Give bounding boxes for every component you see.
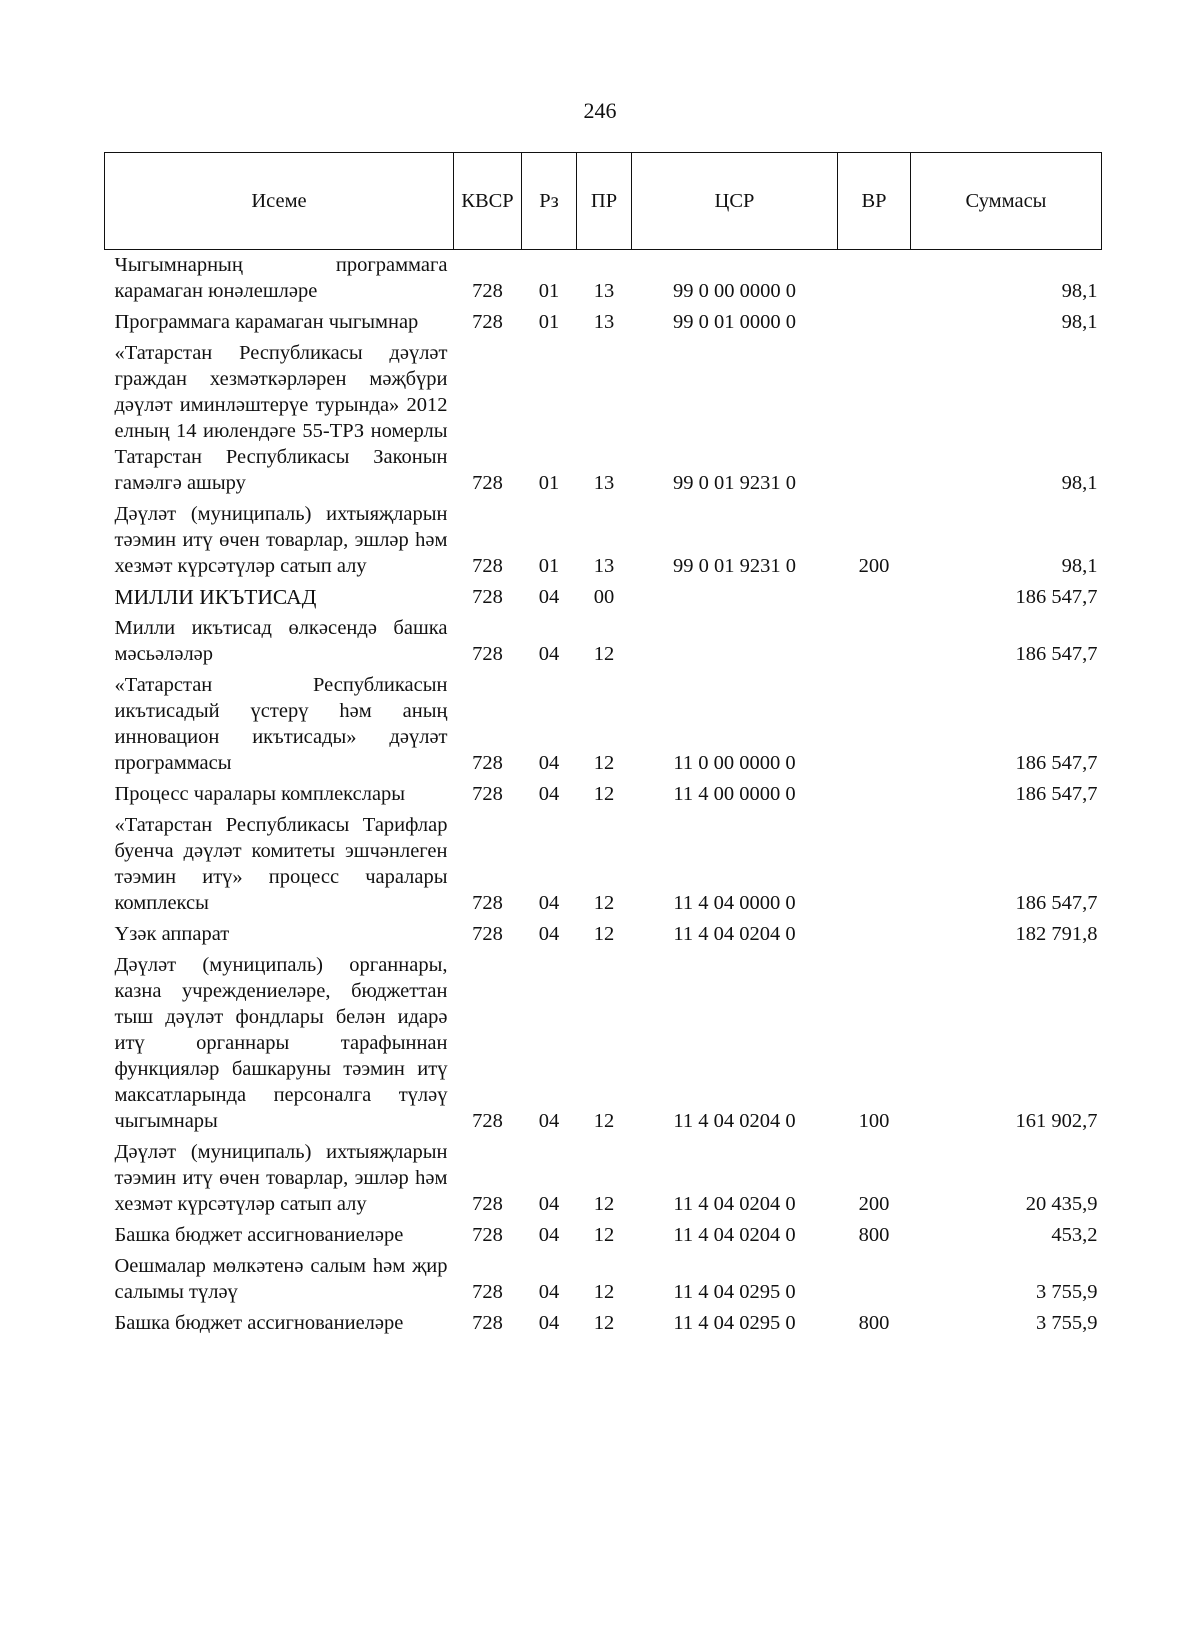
cell-rz: 01	[538, 311, 560, 333]
cell-csr: 99 0 01 9231 0	[673, 555, 796, 577]
cell-sum: 453,2	[1051, 1224, 1098, 1246]
cell-name: Чыгымнарның программага карамаган юнәлешләре	[114, 254, 448, 302]
cell-kvsr: 728	[472, 280, 503, 302]
cell-kvsr: 728	[472, 1224, 503, 1246]
cell-rz: 04	[538, 783, 560, 805]
cell-pr: 12	[593, 1312, 615, 1334]
table-row	[105, 672, 1102, 781]
cell-rz: 01	[538, 472, 560, 494]
table-row	[105, 952, 1102, 1139]
cell-vr	[838, 340, 911, 501]
cell-sum: 182 791,8	[1015, 923, 1098, 945]
cell-pr: 12	[593, 752, 615, 774]
cell-vr	[838, 250, 911, 310]
cell-rz: 01	[538, 280, 560, 302]
cell-csr: 11 4 04 0204 0	[673, 1224, 796, 1246]
cell-csr: 11 4 04 0000 0	[673, 892, 796, 914]
cell-name: МИЛЛИ ИКЪТИСАД	[114, 585, 317, 609]
table-row	[105, 584, 1102, 615]
cell-csr	[632, 615, 838, 672]
cell-pr: 12	[593, 783, 615, 805]
cell-sum: 3 755,9	[1036, 1312, 1098, 1334]
header-sum: Суммасы	[911, 153, 1102, 250]
header-pr: ПР	[577, 153, 632, 250]
cell-vr	[838, 672, 911, 781]
cell-pr: 13	[593, 280, 615, 302]
cell-csr: 11 4 04 0204 0	[673, 1110, 796, 1132]
header-name: Исеме	[105, 153, 454, 250]
cell-sum: 98,1	[1061, 555, 1098, 577]
cell-name: Процесс чаралары комплекслары	[114, 783, 406, 805]
cell-kvsr: 728	[472, 783, 503, 805]
cell-csr: 11 0 00 0000 0	[673, 752, 796, 774]
cell-sum: 186 547,7	[1015, 643, 1098, 665]
cell-csr: 11 4 04 0204 0	[673, 923, 796, 945]
cell-name: Милли икътисад өлкәсендә башка мәсьәләләр	[114, 617, 448, 665]
cell-pr: 13	[593, 472, 615, 494]
cell-kvsr: 728	[472, 643, 503, 665]
table-row	[105, 812, 1102, 921]
cell-csr: 99 0 00 0000 0	[673, 280, 796, 302]
cell-csr	[632, 584, 838, 615]
cell-rz: 04	[538, 752, 560, 774]
table-row	[105, 1139, 1102, 1222]
cell-rz: 04	[538, 923, 560, 945]
cell-vr	[838, 812, 911, 921]
cell-name: Дәүләт (муниципаль) ихтыяҗларын тәэмин итү өчен товарлар, эшләр һәм хезмәт күрсәтүләр сатып алу	[114, 1141, 448, 1215]
cell-pr: 00	[593, 586, 615, 608]
cell-vr: 200	[858, 1193, 890, 1215]
cell-pr: 13	[593, 311, 615, 333]
cell-sum: 161 902,7	[1015, 1110, 1098, 1132]
cell-sum: 20 435,9	[1025, 1193, 1098, 1215]
cell-csr: 99 0 01 9231 0	[673, 472, 796, 494]
cell-pr: 12	[593, 1110, 615, 1132]
cell-rz: 04	[538, 1110, 560, 1132]
cell-kvsr: 728	[472, 1312, 503, 1334]
table-row	[105, 501, 1102, 584]
cell-pr: 12	[593, 1224, 615, 1246]
cell-pr: 12	[593, 1193, 615, 1215]
cell-sum: 186 547,7	[1015, 892, 1098, 914]
cell-vr: 200	[858, 555, 890, 577]
cell-sum: 186 547,7	[1015, 752, 1098, 774]
header-vr: ВР	[838, 153, 911, 250]
cell-name: «Татарстан Республикасын икътисадый үстерү һәм аның инновацион икътисады» дәүләт программасы	[114, 674, 448, 774]
cell-vr	[838, 584, 911, 615]
cell-sum: 98,1	[1061, 280, 1098, 302]
header-csr: ЦСР	[632, 153, 838, 250]
cell-vr: 100	[858, 1110, 890, 1132]
cell-kvsr: 728	[472, 892, 503, 914]
cell-vr: 800	[858, 1224, 890, 1246]
cell-pr: 12	[593, 923, 615, 945]
cell-name: «Татарстан Республикасы дәүләт граждан хезмәткәрләрен мәҗбүри дәүләт иминләштерүе турында» 2012 елның 14 июлендәге 55-ТРЗ номерлы Татарстан Республикасы Законын гамәлгә ашыру	[114, 342, 448, 494]
cell-rz: 01	[538, 555, 560, 577]
cell-csr: 99 0 01 0000 0	[673, 311, 796, 333]
cell-rz: 04	[538, 586, 560, 608]
cell-sum: 186 547,7	[1015, 783, 1098, 805]
cell-rz: 04	[538, 1193, 560, 1215]
cell-name: «Татарстан Республикасы Тарифлар буенча дәүләт комитеты эшчәнлеген тәэмин итү» процесс чаралары комплексы	[114, 814, 448, 914]
cell-name: Дәүләт (муниципаль) ихтыяҗларын тәэмин итү өчен товарлар, эшләр һәм хезмәт күрсәтүләр сатып алу	[114, 503, 448, 577]
cell-kvsr: 728	[472, 555, 503, 577]
table-row	[105, 1310, 1102, 1341]
cell-kvsr: 728	[472, 1193, 503, 1215]
cell-rz: 04	[538, 643, 560, 665]
cell-kvsr: 728	[472, 586, 503, 608]
cell-pr: 12	[593, 643, 615, 665]
table-body	[105, 250, 1102, 1342]
cell-kvsr: 728	[472, 472, 503, 494]
header-kvsr: КВСР	[454, 153, 522, 250]
table-row	[105, 340, 1102, 501]
table-row	[105, 781, 1102, 812]
cell-csr: 11 4 04 0204 0	[673, 1193, 796, 1215]
cell-pr: 12	[593, 892, 615, 914]
cell-pr: 12	[593, 1281, 615, 1303]
cell-name: Оешмалар мөлкәтенә салым һәм җир салымы түләү	[114, 1255, 448, 1303]
cell-csr: 11 4 00 0000 0	[673, 783, 796, 805]
cell-kvsr: 728	[472, 1281, 503, 1303]
table-row	[105, 1253, 1102, 1310]
cell-kvsr: 728	[472, 923, 503, 945]
table-row	[105, 615, 1102, 672]
cell-vr	[838, 921, 911, 952]
cell-rz: 04	[538, 1224, 560, 1246]
cell-vr	[838, 1253, 911, 1310]
cell-sum: 98,1	[1061, 472, 1098, 494]
header-rz: Рз	[522, 153, 577, 250]
cell-vr	[838, 309, 911, 340]
cell-sum: 3 755,9	[1036, 1281, 1098, 1303]
cell-rz: 04	[538, 1281, 560, 1303]
cell-sum: 186 547,7	[1015, 586, 1098, 608]
cell-pr: 13	[593, 555, 615, 577]
cell-rz: 04	[538, 1312, 560, 1334]
cell-name: Башка бюджет ассигнованиеләре	[114, 1224, 404, 1246]
cell-kvsr: 728	[472, 752, 503, 774]
table-header	[105, 153, 1102, 250]
cell-vr	[838, 615, 911, 672]
cell-name: Дәүләт (муниципаль) органнары, казна учреждениеләре, бюджеттан тыш дәүләт фондлары белән идарә итү органнары тарафыннан функцияләр башкаруны тәэмин итү максатларында персоналга түләү чыгымнары	[114, 954, 448, 1132]
cell-name: Программага карамаган чыгымнар	[114, 311, 419, 333]
cell-name: Башка бюджет ассигнованиеләре	[114, 1312, 404, 1334]
cell-kvsr: 728	[472, 311, 503, 333]
cell-name: Үзәк аппарат	[114, 923, 230, 945]
table-row	[105, 921, 1102, 952]
cell-rz: 04	[538, 892, 560, 914]
cell-kvsr: 728	[472, 1110, 503, 1132]
cell-vr	[838, 781, 911, 812]
table-row	[105, 309, 1102, 340]
page-number: 246	[583, 98, 617, 123]
budget-table	[104, 152, 1102, 1341]
cell-sum: 98,1	[1061, 311, 1098, 333]
cell-csr: 11 4 04 0295 0	[673, 1281, 796, 1303]
table-row	[105, 1222, 1102, 1253]
table-row	[105, 250, 1102, 310]
cell-csr: 11 4 04 0295 0	[673, 1312, 796, 1334]
cell-vr: 800	[858, 1312, 890, 1334]
